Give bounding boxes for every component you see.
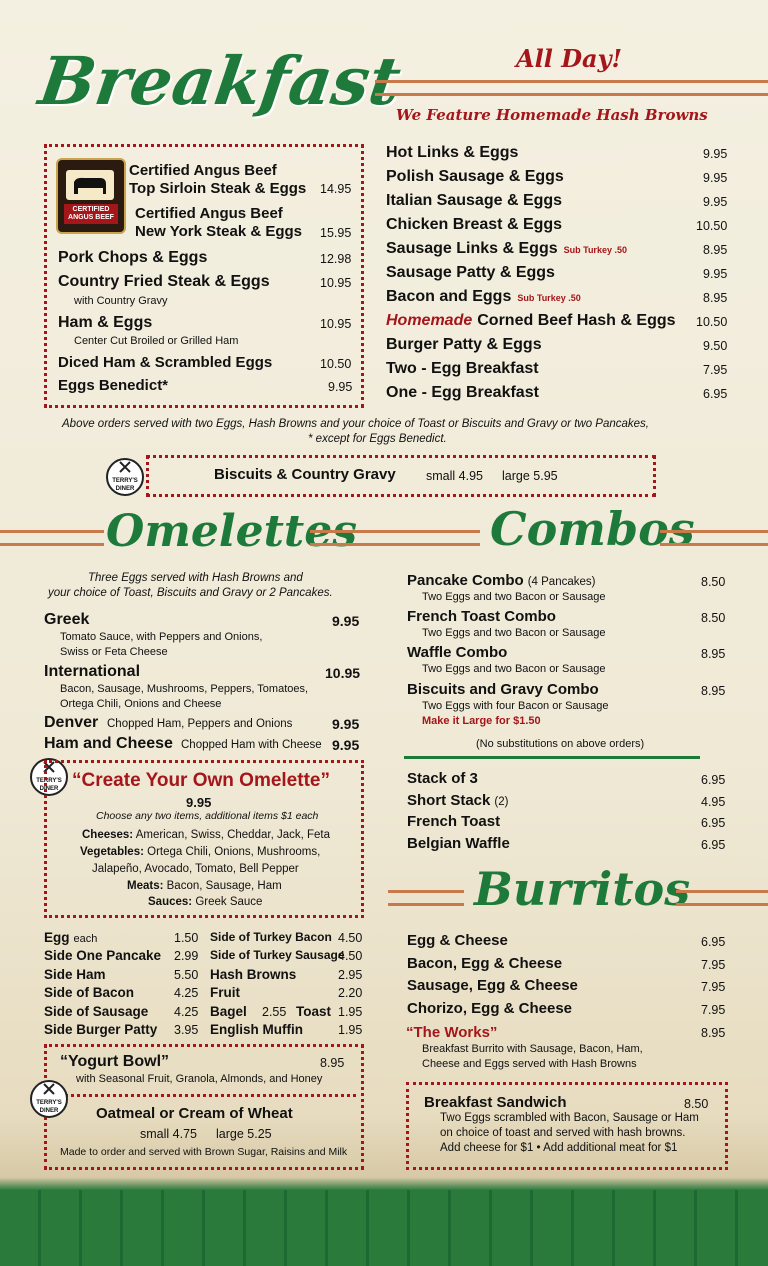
menu-item-price: 6.95 bbox=[703, 387, 728, 401]
green-fence-footer bbox=[0, 1190, 768, 1266]
create-omelette-sauces bbox=[148, 896, 262, 908]
side-price: 2.99 bbox=[174, 949, 199, 964]
menu-item-price: 10.50 bbox=[320, 357, 352, 371]
burrito-price: 7.95 bbox=[701, 980, 726, 994]
omelette-desc: Chopped Ham with Cheese bbox=[181, 739, 322, 751]
stack-label: Belgian Waffle bbox=[407, 834, 510, 852]
side-label: Side of Sausage bbox=[44, 1003, 149, 1019]
yogurt-desc: with Seasonal Fruit, Granola, Almonds, and Honey bbox=[76, 1073, 323, 1085]
sandwich-name: Breakfast Sandwich bbox=[424, 1094, 567, 1111]
header-stripe bbox=[375, 80, 768, 96]
sub-turkey-note: Sub Turkey .50 bbox=[517, 293, 581, 303]
stack-name bbox=[407, 770, 478, 787]
menu-item-desc: with Country Gravy bbox=[74, 295, 168, 307]
burrito-price: 7.95 bbox=[701, 957, 726, 972]
no-substitutions: (No substitutions on above orders) bbox=[476, 738, 645, 750]
menu-item-price: 9.95 bbox=[703, 147, 728, 161]
omelette-name: Ham and Cheese bbox=[44, 735, 173, 752]
menu-item-price: 10.50 bbox=[696, 219, 728, 233]
menu-item-label: Italian Sausage & Eggs bbox=[386, 192, 563, 209]
burritos-stripe-right bbox=[676, 890, 768, 906]
terrys-logo bbox=[30, 1080, 68, 1118]
breakfast-title: Breakfast bbox=[34, 42, 406, 120]
stack-name bbox=[407, 813, 500, 830]
burrito-name: Egg & Cheese bbox=[407, 932, 508, 949]
terrys-logo bbox=[106, 458, 144, 496]
combo-label: French Toast Combo bbox=[407, 608, 556, 625]
menu-item-name bbox=[386, 384, 539, 402]
yogurt-name: “Yogurt Bowl” bbox=[60, 1053, 170, 1070]
side-name bbox=[44, 985, 134, 1000]
combo-extra: (4 Pancakes) bbox=[527, 576, 596, 588]
burrito-name: Bacon, Egg & Cheese bbox=[407, 954, 563, 972]
menu-item-label: Polish Sausage & Eggs bbox=[386, 168, 564, 185]
combo-price: 8.50 bbox=[701, 611, 726, 625]
oatmeal-desc: Made to order and served with Brown Sugar, Raisins and Milk bbox=[60, 1146, 348, 1158]
burrito-price: 6.95 bbox=[701, 935, 726, 949]
yogurt-price: 8.95 bbox=[320, 1056, 345, 1070]
omelette-intro: your choice of Toast, Biscuits and Gravy or 2 Pancakes. bbox=[48, 587, 333, 599]
works-name: “The Works” bbox=[406, 1024, 498, 1041]
combo-label: Waffle Combo bbox=[407, 644, 508, 661]
works-price: 8.95 bbox=[701, 1026, 726, 1040]
menu-item-name bbox=[386, 360, 539, 378]
omelette-name: International bbox=[44, 663, 141, 680]
menu-item-price: 9.50 bbox=[703, 339, 728, 353]
create-omelette-veg bbox=[80, 846, 320, 858]
sauces-label: Sauces: bbox=[148, 896, 193, 908]
menu-item-label: Corned Beef Hash & Eggs bbox=[477, 312, 676, 329]
menu-item-name bbox=[386, 336, 542, 354]
combos-stripe bbox=[660, 530, 768, 546]
stack-label: French Toast bbox=[407, 813, 501, 830]
served-note: Above orders served with two Eggs, Hash Browns and your choice of Toast or Biscuits and Gravy or two Pancakes, bbox=[62, 418, 649, 430]
vegetables-label: Vegetables: bbox=[80, 846, 144, 858]
menu-item-label: Sausage Patty & Eggs bbox=[386, 264, 555, 281]
hash-browns-feature: We Feature Homemade Hash Browns bbox=[396, 106, 708, 124]
side-name bbox=[44, 948, 161, 963]
omelettes-stripe-right bbox=[310, 530, 480, 546]
menu-item-label: Sausage Links & Eggs bbox=[386, 240, 558, 257]
menu-item-name: Certified Angus Beef bbox=[129, 162, 277, 179]
omelette-price: 9.95 bbox=[332, 737, 360, 753]
fork-knife-icon bbox=[32, 1082, 66, 1096]
homemade-label: Homemade bbox=[386, 312, 473, 329]
menu-item-price: 9.95 bbox=[703, 267, 728, 281]
menu-item-price: 15.95 bbox=[320, 226, 352, 240]
stack-label: Stack of 3 bbox=[407, 770, 478, 787]
combos-divider bbox=[404, 756, 700, 759]
burritos-stripe-left bbox=[388, 890, 464, 906]
omelette-desc: Chopped Ham, Peppers and Onions bbox=[107, 718, 293, 730]
combo-label: Biscuits and Gravy Combo bbox=[407, 681, 599, 698]
side-label: Side of Bacon bbox=[44, 985, 135, 1001]
menu-item-label: Two - Egg Breakfast bbox=[386, 360, 539, 377]
angus-logo-text: CERTIFIED ANGUS BEEF bbox=[68, 206, 114, 221]
side-price: 1.95 bbox=[338, 1004, 363, 1019]
menu-item-price: 8.95 bbox=[703, 243, 728, 257]
burritos-title: Burritos bbox=[474, 862, 691, 916]
stack-price: 4.95 bbox=[701, 794, 726, 809]
combo-name bbox=[407, 681, 599, 698]
side-price: 1.95 bbox=[338, 1023, 363, 1037]
menu-item-name bbox=[386, 192, 562, 210]
sandwich-price: 8.50 bbox=[684, 1097, 709, 1111]
menu-item-label: Burger Patty & Eggs bbox=[386, 336, 542, 353]
side-price: 5.50 bbox=[174, 967, 199, 982]
sandwich-desc: on choice of toast and served with hash browns. bbox=[440, 1127, 686, 1139]
combo-desc: Two Eggs and two Bacon or Sausage bbox=[422, 627, 606, 639]
menu-item-name bbox=[386, 144, 518, 162]
omelette-desc: Tomato Sauce, with Peppers and Onions, bbox=[60, 631, 263, 643]
angus-logo bbox=[56, 158, 126, 234]
menu-item-name bbox=[386, 168, 564, 186]
side-label: Side Burger Patty bbox=[44, 1022, 158, 1037]
side-name bbox=[44, 1004, 148, 1019]
menu-item-name bbox=[386, 312, 676, 330]
served-note-benedict: * except for Eggs Benedict. bbox=[308, 433, 447, 445]
create-omelette-choose: Choose any two items, additional items $1 each bbox=[96, 810, 319, 822]
side-name bbox=[44, 930, 97, 945]
vegetables-list: Ortega Chili, Onions, Mushrooms, bbox=[147, 846, 321, 858]
side-price: 4.25 bbox=[174, 1004, 199, 1019]
create-omelette-meats bbox=[127, 880, 282, 892]
side-price: 2.95 bbox=[338, 967, 363, 982]
side-price: 4.25 bbox=[174, 986, 199, 1001]
oatmeal-large: large 5.25 bbox=[216, 1127, 272, 1141]
menu-item-label: Chicken Breast & Eggs bbox=[386, 216, 563, 233]
menu-item-price: 9.95 bbox=[703, 195, 728, 209]
create-omelette-title: “Create Your Own Omelette” bbox=[72, 770, 330, 791]
oatmeal-small: small 4.75 bbox=[140, 1127, 197, 1141]
cheeses-label: Cheeses: bbox=[82, 829, 134, 841]
burrito-name: Chorizo, Egg & Cheese bbox=[407, 999, 573, 1017]
side-name bbox=[44, 1022, 157, 1037]
stack-name bbox=[407, 835, 510, 852]
stack-price: 6.95 bbox=[701, 816, 726, 830]
combo-desc: Two Eggs with four Bacon or Sausage bbox=[422, 700, 609, 712]
side-name: English Muffin bbox=[210, 1022, 303, 1037]
side-extra: each bbox=[73, 933, 98, 945]
terrys-logo-text: TERRY'S DINER bbox=[36, 778, 62, 792]
meats-label: Meats: bbox=[127, 880, 164, 892]
stack-price: 6.95 bbox=[701, 773, 726, 787]
create-omelette-price: 9.95 bbox=[186, 795, 212, 810]
omelette-price: 9.95 bbox=[332, 716, 360, 732]
fork-knife-icon bbox=[108, 460, 142, 474]
menu-item-price: 10.95 bbox=[320, 276, 352, 290]
omelette-desc: Swiss or Feta Cheese bbox=[60, 646, 168, 658]
combo-desc: Two Eggs and two Bacon or Sausage bbox=[422, 591, 606, 603]
menu-item-name: Top Sirloin Steak & Eggs bbox=[129, 180, 307, 197]
side-name: Fruit bbox=[210, 985, 240, 1001]
burrito-price: 7.95 bbox=[701, 1002, 726, 1017]
side-label: Side Ham bbox=[44, 966, 106, 982]
sandwich-desc: Add cheese for $1 • Add additional meat for $1 bbox=[440, 1142, 678, 1154]
make-it-large: Make it Large for $1.50 bbox=[422, 715, 541, 727]
stack-name bbox=[407, 792, 508, 809]
menu-item-name: New York Steak & Eggs bbox=[135, 223, 303, 240]
stack-price: 6.95 bbox=[701, 837, 726, 852]
combo-name bbox=[407, 644, 507, 661]
menu-item-price: 12.98 bbox=[320, 252, 352, 266]
side-price: 2.55 bbox=[262, 1004, 287, 1019]
menu-item-price: 9.95 bbox=[703, 171, 728, 185]
sandwich-desc: Two Eggs scrambled with Bacon, Sausage or Ham bbox=[440, 1112, 699, 1124]
omelette-name: Greek bbox=[44, 611, 90, 628]
yogurt-oatmeal-divider bbox=[48, 1094, 356, 1097]
menu-item-price: 10.50 bbox=[696, 315, 728, 329]
menu-item-name: Diced Ham & Scrambled Eggs bbox=[58, 354, 273, 371]
meats-list: Bacon, Sausage, Ham bbox=[166, 880, 282, 892]
all-day-label: All Day! bbox=[516, 44, 623, 73]
create-omelette-veg2: Jalapeño, Avocado, Tomato, Bell Pepper bbox=[92, 863, 299, 875]
side-name: Hash Browns bbox=[210, 966, 297, 982]
side-label: Side One Pancake bbox=[44, 948, 162, 964]
menu-item-name: Pork Chops & Eggs bbox=[58, 249, 208, 266]
menu-item-name bbox=[386, 288, 581, 306]
stack-extra: (2) bbox=[494, 795, 509, 808]
menu-item-name bbox=[386, 264, 555, 282]
menu-item-desc: Center Cut Broiled or Grilled Ham bbox=[74, 335, 239, 347]
side-name: Bagel bbox=[210, 1003, 247, 1019]
menu-item-name: Certified Angus Beef bbox=[135, 205, 283, 222]
omelette-intro: Three Eggs served with Hash Browns and bbox=[88, 572, 303, 584]
sauces-list: Greek Sauce bbox=[195, 896, 263, 908]
side-price: 1.50 bbox=[174, 931, 199, 945]
menu-item-name bbox=[386, 240, 627, 258]
combo-desc: Two Eggs and two Bacon or Sausage bbox=[422, 663, 606, 675]
side-price: 2.20 bbox=[338, 986, 363, 1001]
menu-item-name: Ham & Eggs bbox=[58, 314, 153, 331]
combo-name bbox=[407, 572, 595, 589]
side-name: Side of Turkey Sausage bbox=[210, 948, 345, 963]
biscuits-name: Biscuits & Country Gravy bbox=[214, 466, 396, 483]
works-desc: Breakfast Burrito with Sausage, Bacon, Ham, bbox=[422, 1043, 643, 1055]
biscuits-small: small 4.95 bbox=[426, 469, 483, 483]
terrys-logo-text: TERRY'S DINER bbox=[36, 1100, 62, 1114]
menu-item-label: Bacon and Eggs bbox=[386, 288, 512, 305]
combo-label: Pancake Combo bbox=[407, 572, 524, 589]
omelettes-title: Omelettes bbox=[106, 506, 358, 557]
side-name: Side of Turkey Bacon bbox=[210, 930, 332, 944]
menu-item-price: 8.95 bbox=[703, 291, 728, 305]
omelette-price: 10.95 bbox=[325, 665, 361, 681]
omelette-price: 9.95 bbox=[332, 613, 360, 629]
menu-item-name bbox=[386, 216, 562, 234]
omelette-desc: Ortega Chili, Onions and Cheese bbox=[60, 698, 222, 710]
omelette-name: Denver bbox=[44, 714, 99, 731]
combo-price: 8.95 bbox=[701, 684, 726, 698]
side-name bbox=[44, 967, 106, 982]
side-price: 4.50 bbox=[338, 949, 363, 964]
menu-item-price: 7.95 bbox=[703, 363, 728, 377]
omelette-desc: Bacon, Sausage, Mushrooms, Peppers, Tomatoes, bbox=[60, 683, 309, 695]
sub-turkey-note: Sub Turkey .50 bbox=[563, 245, 627, 255]
side-label: Egg bbox=[44, 930, 70, 945]
biscuits-large: large 5.95 bbox=[502, 469, 558, 483]
terrys-logo-text: TERRY'S DINER bbox=[112, 478, 138, 492]
create-omelette-cheeses bbox=[82, 829, 330, 841]
stack-label: Short Stack bbox=[407, 791, 491, 809]
burrito-name: Sausage, Egg & Cheese bbox=[407, 977, 578, 994]
works-desc: Cheese and Eggs served with Hash Browns bbox=[422, 1058, 637, 1070]
menu-item-name: Country Fried Steak & Eggs bbox=[58, 273, 270, 290]
menu-item-label: Hot Links & Eggs bbox=[386, 144, 519, 161]
combo-name bbox=[407, 608, 556, 625]
side-price: 3.95 bbox=[174, 1023, 199, 1037]
side-price: 4.50 bbox=[338, 931, 363, 945]
combo-price: 8.95 bbox=[701, 647, 726, 661]
menu-item-name: Eggs Benedict* bbox=[58, 377, 169, 394]
menu-item-price: 9.95 bbox=[328, 380, 353, 394]
cheeses-list: American, Swiss, Cheddar, Jack, Feta bbox=[135, 829, 331, 841]
combo-price: 8.50 bbox=[701, 575, 726, 589]
menu-item-price: 10.95 bbox=[320, 317, 352, 331]
side-name: Toast bbox=[296, 1003, 332, 1019]
oatmeal-name: Oatmeal or Cream of Wheat bbox=[96, 1105, 293, 1122]
menu-item-label: One - Egg Breakfast bbox=[386, 384, 539, 401]
menu-item-price: 14.95 bbox=[320, 182, 352, 196]
omelettes-stripe-left bbox=[0, 530, 104, 546]
combos-title: Combos bbox=[490, 502, 695, 556]
